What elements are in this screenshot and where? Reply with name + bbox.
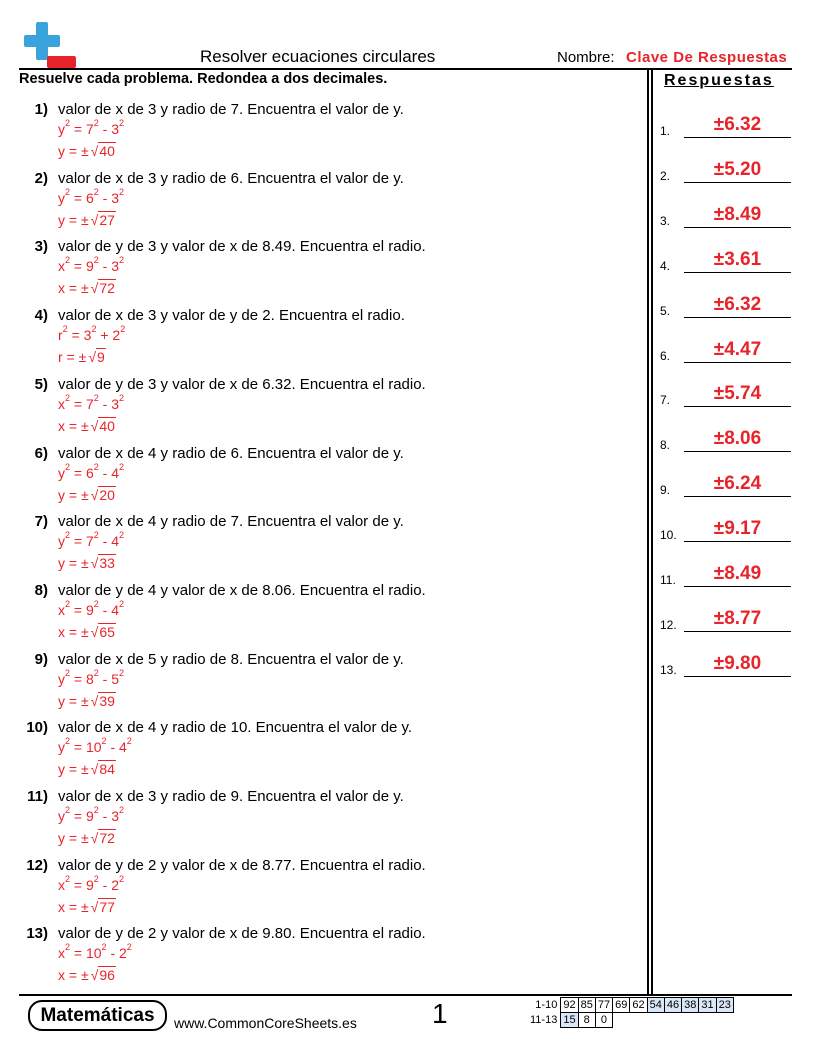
answer-line <box>684 631 791 632</box>
answer-value: ±6.32 <box>713 114 762 135</box>
radicand: 77 <box>99 898 115 915</box>
problem-text: valor de y de 4 y valor de x de 8.06. Encuentra el radio. <box>58 581 426 599</box>
problem-text: valor de y de 3 y valor de x de 6.32. Encuentra el radio. <box>58 375 426 393</box>
equation-line: $r^2 = 3^2 + 2^2$ <box>58 324 126 344</box>
radicand: 96 <box>99 967 115 984</box>
sqrt-icon: √ <box>90 555 99 572</box>
equation-line: $x^2 = 9^2 - 4^2$ <box>58 598 125 618</box>
answer-line <box>684 406 791 407</box>
score-row <box>528 998 733 1013</box>
problem-item <box>0 925 640 994</box>
problem-number: 7) <box>34 513 48 531</box>
radicand: 40 <box>99 417 115 434</box>
answer-item <box>660 424 795 454</box>
answer-item <box>660 335 795 365</box>
problem-item <box>0 445 640 514</box>
root-line: y = ± √72 <box>58 830 115 846</box>
answer-item <box>660 245 795 275</box>
answer-value: ±5.74 <box>713 383 762 405</box>
answer-item <box>660 290 795 320</box>
answer-number: 11. <box>660 573 676 587</box>
sqrt-icon: √ <box>90 623 99 640</box>
column-divider-left <box>647 70 649 995</box>
problem-number: 11) <box>27 788 48 805</box>
answer-number: 1. <box>660 124 671 138</box>
answer-item <box>660 379 795 409</box>
website-link[interactable]: www.CommonCoreSheets.es <box>174 1015 357 1031</box>
sqrt-icon: √ <box>90 143 99 159</box>
sqrt-icon: √ <box>90 761 99 778</box>
radicand: 40 <box>99 143 115 159</box>
answer-number: 9. <box>660 483 671 498</box>
score-cell: 62 <box>630 998 647 1013</box>
radicand: 72 <box>99 280 115 297</box>
problem-text: valor de x de 5 y radio de 8. Encuentra el valor de y. <box>58 650 404 668</box>
sqrt-icon: √ <box>90 211 99 228</box>
problem-number: 5) <box>34 375 48 393</box>
score-cell: 31 <box>699 998 716 1013</box>
answer-value: ±5.20 <box>713 158 762 180</box>
problem-number: 6) <box>34 444 48 462</box>
answers-title: Respuestas <box>664 72 774 89</box>
equation-line: $y^2 = 6^2 - 4^2$ <box>58 461 125 481</box>
sqrt-icon: √ <box>90 898 99 915</box>
score-cell: 54 <box>647 998 664 1013</box>
problem-item <box>0 582 640 651</box>
answer-value: ±8.49 <box>713 203 762 225</box>
root-line: y = ± √39 <box>58 692 115 709</box>
problem-item <box>0 170 640 239</box>
score-cell: 38 <box>682 998 699 1013</box>
score-cell: 46 <box>664 998 681 1013</box>
column-divider-right <box>651 70 653 995</box>
radicand: 20 <box>99 486 115 503</box>
problem-text: valor de x de 3 y valor de y de 2. Encuentra el radio. <box>58 307 405 325</box>
score-cell: 15 <box>561 1013 578 1028</box>
radicand: 72 <box>99 830 115 846</box>
answer-number: 13. <box>660 662 677 677</box>
problem-text: valor de y de 2 y valor de x de 9.80. Encuentra el radio. <box>58 925 426 943</box>
score-range-label: 1-10 <box>535 999 558 1011</box>
problem-item <box>0 857 640 926</box>
equation-line: $y^2 = 7^2 - 3^2$ <box>58 118 125 137</box>
answer-item <box>660 155 795 185</box>
brand-badge: Matemáticas <box>28 1000 167 1031</box>
problem-number: 4) <box>34 307 48 325</box>
score-cell: 92 <box>561 998 578 1013</box>
answer-number: 5. <box>660 303 671 318</box>
problem-text: valor de x de 4 y radio de 10. Encuentra el valor de y. <box>58 719 413 737</box>
problem-item <box>0 719 640 788</box>
answer-line <box>684 317 791 318</box>
answer-line <box>684 541 791 542</box>
equation-line: $x^2 = 10^2 - 2^2$ <box>58 942 132 962</box>
answer-value: ±8.06 <box>713 428 762 450</box>
sqrt-icon: √ <box>88 349 96 366</box>
problem-text: valor de y de 3 y valor de x de 8.49. Encuentra el radio. <box>58 238 426 256</box>
root-line: x = ± √96 <box>58 967 115 984</box>
sqrt-icon: √ <box>90 967 99 984</box>
problem-number: 1) <box>34 101 48 118</box>
score-cell: 85 <box>578 998 595 1013</box>
equation-line: $x^2 = 7^2 - 3^2$ <box>58 392 125 412</box>
answer-value: ±9.17 <box>713 518 762 540</box>
answer-number: 2. <box>660 168 671 183</box>
answer-line <box>684 451 791 452</box>
root-line: y = ± √40 <box>58 143 115 159</box>
problem-number: 12) <box>26 856 48 874</box>
equation-line: $y^2 = 10^2 - 4^2$ <box>58 736 132 756</box>
problem-text: valor de x de 3 y radio de 6. Encuentra el valor de y. <box>58 169 404 187</box>
root-line: x = ± √40 <box>58 417 115 434</box>
radicand: 39 <box>99 692 115 709</box>
root-line: x = ± √72 <box>58 280 115 297</box>
answer-item <box>660 200 795 230</box>
problem-number: 3) <box>34 238 48 256</box>
radicand: 33 <box>99 555 115 572</box>
equation-line: $y^2 = 6^2 - 3^2$ <box>58 186 125 206</box>
plus-minus-logo-icon <box>22 22 80 68</box>
problem-number: 9) <box>34 650 48 668</box>
problem-item <box>0 651 640 720</box>
answer-value: ±8.49 <box>713 563 762 584</box>
answer-item <box>660 559 795 589</box>
answer-line <box>684 362 791 363</box>
instructions: Resuelve cada problema. Redondea a dos decimales. <box>19 71 388 87</box>
equation-line: $y^2 = 8^2 - 5^2$ <box>58 667 125 687</box>
root-line: x = ± √77 <box>58 898 115 915</box>
problem-number: 2) <box>34 169 48 187</box>
answer-item <box>660 514 795 544</box>
sqrt-icon: √ <box>90 692 99 709</box>
answer-line <box>684 676 791 677</box>
answer-value: ±4.47 <box>713 338 762 360</box>
root-line: y = ± √84 <box>58 761 115 778</box>
answer-line <box>684 227 791 228</box>
problem-text: valor de x de 4 y radio de 6. Encuentra el valor de y. <box>58 444 404 462</box>
problem-item <box>0 238 640 307</box>
problem-number: 13) <box>26 925 48 943</box>
answer-line <box>684 182 791 183</box>
problem-item <box>0 101 640 170</box>
root-line: y = ± √33 <box>58 555 115 572</box>
name-value: Clave De Respuestas <box>626 49 788 66</box>
problem-item <box>0 513 640 582</box>
page-number: 1 <box>432 998 448 1029</box>
sqrt-icon: √ <box>90 280 99 297</box>
problem-text: valor de x de 4 y radio de 7. Encuentra el valor de y. <box>58 513 404 531</box>
header-divider <box>19 68 792 70</box>
answer-value: ±3.61 <box>713 248 762 270</box>
root-line: r = ± √9 <box>58 349 105 366</box>
score-range-label: 11-13 <box>530 1014 558 1026</box>
score-cell: 77 <box>595 998 612 1013</box>
page-title: Resolver ecuaciones circulares <box>200 47 436 66</box>
answer-value: ±8.77 <box>713 607 762 629</box>
root-line: x = ± √65 <box>58 623 115 640</box>
name-label: Nombre: <box>557 49 615 66</box>
answer-number: 7. <box>660 393 671 408</box>
equation-line: $x^2 = 9^2 - 3^2$ <box>58 255 125 275</box>
equation-line: $x^2 = 9^2 - 2^2$ <box>58 873 125 893</box>
answer-number: 8. <box>660 438 671 453</box>
score-cell: 8 <box>578 1013 595 1028</box>
problem-item <box>0 788 640 857</box>
score-row <box>528 1013 733 1028</box>
score-cell: 23 <box>716 998 733 1013</box>
radicand: 27 <box>99 211 115 228</box>
answer-line <box>684 272 791 273</box>
problem-number: 8) <box>34 581 48 599</box>
sqrt-icon: √ <box>90 830 99 846</box>
answer-item <box>660 649 795 679</box>
problem-text: valor de y de 2 y valor de x de 8.77. Encuentra el radio. <box>58 856 426 874</box>
root-line: y = ± √20 <box>58 486 115 503</box>
answer-number: 3. <box>660 213 671 228</box>
radicand: 84 <box>99 761 115 778</box>
answer-item <box>660 604 795 634</box>
problem-number: 10) <box>26 719 48 737</box>
equation-line: $y^2 = 7^2 - 4^2$ <box>58 530 125 550</box>
radicand: 9 <box>97 349 105 366</box>
answer-line <box>684 496 791 497</box>
sqrt-icon: √ <box>90 417 99 434</box>
sqrt-icon: √ <box>90 486 99 503</box>
equation-line: $y^2 = 9^2 - 3^2$ <box>58 805 125 824</box>
answer-number: 10. <box>660 528 677 543</box>
answer-value: ±6.32 <box>713 293 762 315</box>
problem-item <box>0 307 640 376</box>
problem-text: valor de x de 3 y radio de 9. Encuentra el valor de y. <box>58 788 404 805</box>
answer-value: ±6.24 <box>713 473 762 495</box>
answer-number: 12. <box>660 617 677 632</box>
answer-line <box>684 137 791 138</box>
radicand: 65 <box>99 623 115 640</box>
problem-text: valor de x de 3 y radio de 7. Encuentra el valor de y. <box>58 101 404 118</box>
score-cell: 0 <box>595 1013 612 1028</box>
answer-line <box>684 586 791 587</box>
answer-number: 4. <box>660 258 671 273</box>
answer-item <box>660 469 795 499</box>
answer-number: 6. <box>660 348 671 363</box>
answer-value: ±9.80 <box>713 652 762 674</box>
answer-item <box>660 110 795 140</box>
score-cell: 69 <box>613 998 630 1013</box>
score-table <box>528 997 734 1028</box>
root-line: y = ± √27 <box>58 211 115 228</box>
problem-item <box>0 376 640 445</box>
